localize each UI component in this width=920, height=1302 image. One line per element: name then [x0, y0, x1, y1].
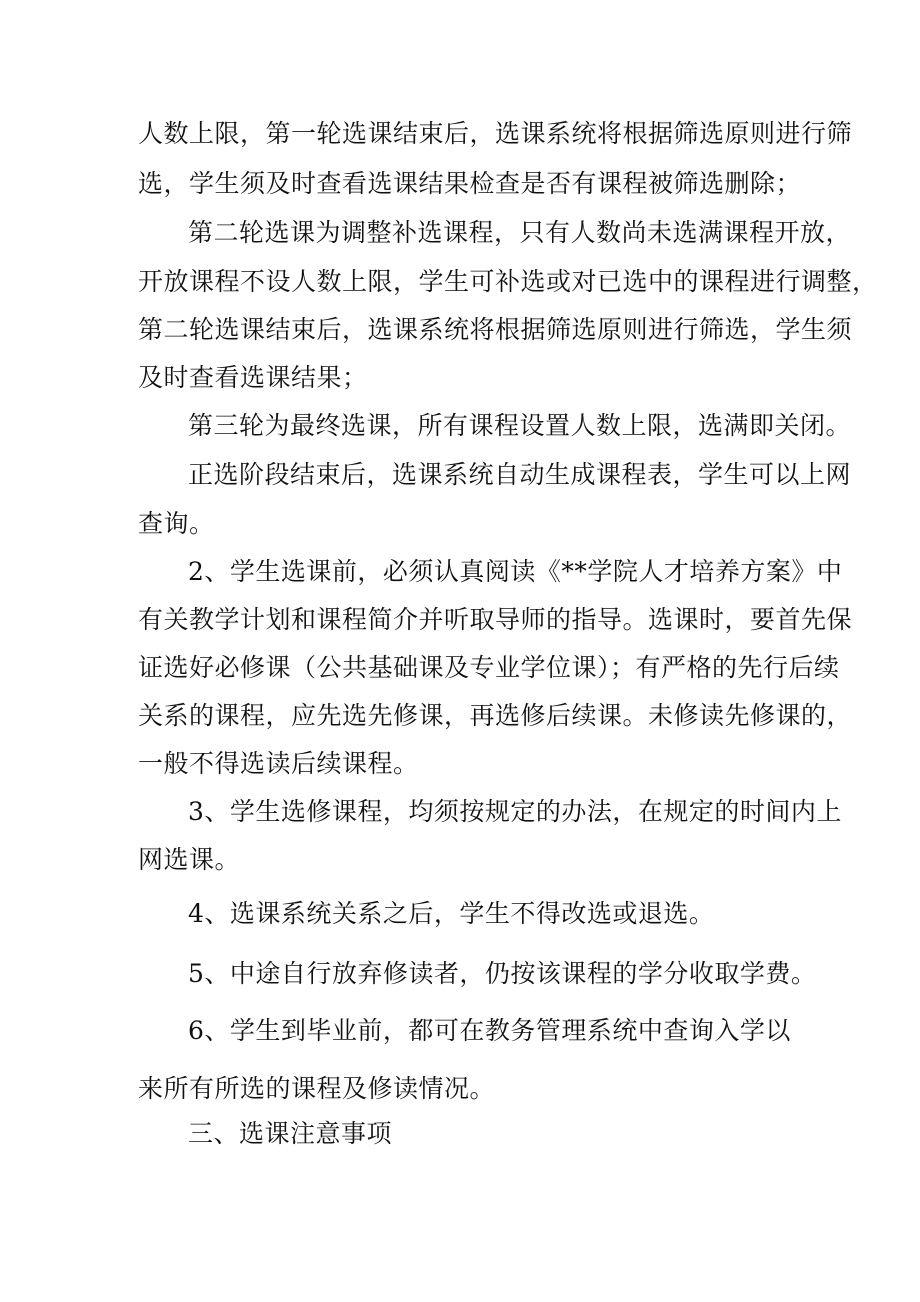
section-heading: 三、选课注意事项 [188, 1119, 393, 1148]
text-line: 人数上限，第一轮选课结束后，选课系统将根据筛选原则进行筛 [138, 119, 853, 148]
text-line: 5、中途自行放弃修读者，仍按该课程的学分收取学费。 [188, 959, 817, 988]
text-line: 证选好必修课（公共基础课及专业学位课）；有严格的先行后续 [138, 653, 840, 682]
text-line: 网选课。 [138, 845, 241, 874]
text-line: 及时查看选课结果； [138, 363, 368, 392]
text-line: 一般不得选读后续课程。 [138, 749, 419, 778]
text-line: 关系的课程，应先选先修课，再选修后续课。未修读先修课的， [138, 701, 853, 730]
text-line: 查询。 [138, 509, 215, 538]
text-line: 来所有所选的课程及修读情况。 [138, 1074, 496, 1103]
text-line: 正选阶段结束后，选课系统自动生成课程表，学生可以上网 [188, 460, 852, 489]
text-line: 3、学生选修课程，均须按规定的办法，在规定的时间内上 [188, 797, 842, 826]
text-line: 第二轮选课为调整补选课程，只有人数尚未选满课程开放， [188, 218, 852, 247]
text-line: 6、学生到毕业前，都可在教务管理系统中查询入学以 [188, 1016, 791, 1045]
text-line: 选，学生须及时查看选课结果检查是否有课程被筛选删除； [138, 169, 802, 198]
text-line: 4、选课系统关系之后，学生不得改选或退选。 [188, 899, 715, 928]
text-line: 有关教学计划和课程简介并听取导师的指导。选课时，要首先保 [138, 605, 853, 634]
text-line: 2、学生选课前，必须认真阅读《**学院人才培养方案》中 [188, 557, 843, 586]
text-line: 第二轮选课结束后，选课系统将根据筛选原则进行筛选，学生须 [138, 315, 853, 344]
text-line: 第三轮为最终选课，所有课程设置人数上限，选满即关闭。 [188, 411, 852, 440]
text-line: 开放课程不设人数上限，学生可补选或对已选中的课程进行调整， [138, 267, 878, 296]
